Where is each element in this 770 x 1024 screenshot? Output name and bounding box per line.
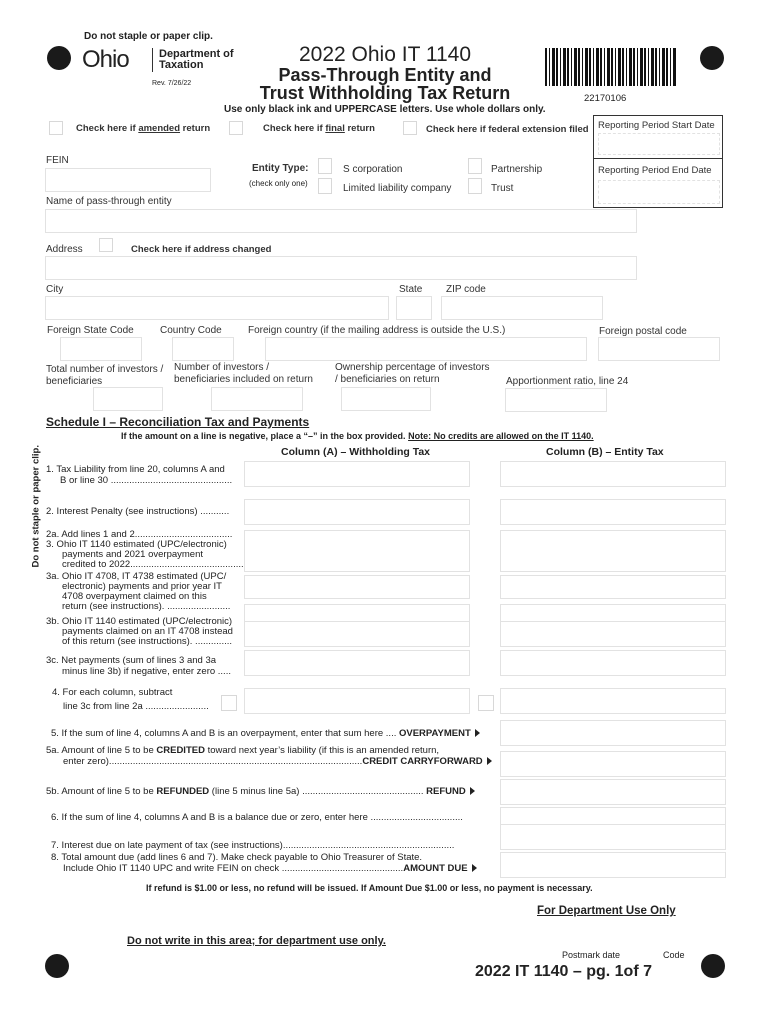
line-3-label: 3. Ohio IT 1140 estimated (UPC/electronic) payments and 2021 overpayment credited to 2022........................................... <box>46 539 244 570</box>
line-3a-label: 3a. Ohio IT 4708, IT 4738 estimated (UPC/ electronic) payments and prior year IT 4708 overpayment claimed on this return (see instructions). ........................ <box>46 571 231 612</box>
ownership-input[interactable] <box>341 387 431 411</box>
foreign-country-label: Foreign country (if the mailing address is outside the U.S.) <box>248 325 506 336</box>
total-investors-label: Total number of investors / beneficiaries <box>46 364 164 387</box>
line-5b-label: 5b. Amount of line 5 to be REFUNDED (line 5 minus line 5a) .............................................. REFUND <box>46 786 475 797</box>
line-2-col-a[interactable] <box>244 499 470 525</box>
period-end-label: Reporting Period End Date <box>598 165 712 176</box>
line-5a-label: 5a. Amount of line 5 to be CREDITED toward next year’s liability (if this is an amended return, enter zero)................................................................................................CREDIT CARRYFORWARD <box>46 745 492 767</box>
entity-name-label: Name of pass-through entity <box>46 196 172 207</box>
postmark-label: Postmark date <box>562 950 621 960</box>
total-investors-input[interactable] <box>93 387 163 411</box>
barcode <box>545 48 677 86</box>
city-label: City <box>46 284 64 295</box>
ohio-logo <box>82 46 129 74</box>
amended-label: Check here if amended return <box>76 123 211 134</box>
ownership-label: Ownership percentage of investors / beneficiaries on return <box>335 362 490 385</box>
country-code-label: Country Code <box>160 325 222 336</box>
line-5b-input[interactable] <box>500 779 726 805</box>
line-2-label: 2. Interest Penalty (see instructions) ........... <box>46 506 230 517</box>
line-3-col-b[interactable] <box>500 575 726 599</box>
period-end-input[interactable] <box>598 180 720 204</box>
line-2-col-b[interactable] <box>500 499 726 525</box>
period-divider <box>593 158 723 159</box>
line-6-label: 6. If the sum of line 4, columns A and B is a balance due or zero, enter here ................................... <box>51 812 463 823</box>
foreign-postal-label: Foreign postal code <box>599 326 687 337</box>
page-footer: 2022 IT 1140 – pg. 1of 7 <box>475 963 652 980</box>
line-3c-col-b[interactable] <box>500 650 726 676</box>
state-input[interactable] <box>396 296 432 320</box>
title-line2: Pass-Through Entity and <box>278 65 492 85</box>
s-corp-checkbox[interactable] <box>318 158 332 174</box>
llc-label: Limited liability company <box>343 183 452 194</box>
line-3c-col-a[interactable] <box>244 650 470 676</box>
foreign-postal-input[interactable] <box>598 337 720 361</box>
column-b-header: Column (B) – Entity Tax <box>546 446 664 458</box>
s-corp-label: S corporation <box>343 164 403 175</box>
staple-note: Do not staple or paper clip. <box>84 31 213 42</box>
line-4-col-b-negative[interactable] <box>478 695 494 711</box>
llc-checkbox[interactable] <box>318 178 332 194</box>
schedule-note: If the amount on a line is negative, place a “–” in the box provided. Note: No credits are allowed on the IT 1140. <box>121 431 594 441</box>
revision-date: Rev. 7/26/22 <box>152 80 192 87</box>
title-line1: 2022 Ohio IT 1140 <box>298 43 472 66</box>
amended-checkbox[interactable] <box>49 121 63 135</box>
entity-type-label: Entity Type: <box>252 163 309 174</box>
ink-instruction: Use only black ink and UPPERCASE letters. Use whole dollars only. <box>224 104 546 115</box>
form-code: 22170106 <box>584 93 627 104</box>
line-5a-input[interactable] <box>500 751 726 777</box>
check-one-label: (check only one) <box>249 179 308 188</box>
final-label: Check here if final return <box>263 123 375 134</box>
dept-use-heading: For Department Use Only <box>537 905 676 917</box>
title-line3: Trust Withholding Tax Return <box>259 83 511 103</box>
extension-label: Check here if federal extension filed <box>426 124 589 135</box>
period-start-label: Reporting Period Start Date <box>598 120 715 131</box>
address-input[interactable] <box>45 256 637 280</box>
num-investors-input[interactable] <box>211 387 303 411</box>
line-5-label: 5. If the sum of line 4, columns A and B is an overpayment, enter that sum here .... OVERPAYMENT <box>51 728 480 739</box>
form-title <box>240 44 530 103</box>
line-3b-label: 3b. Ohio IT 1140 estimated (UPC/electronic) payments claimed on an IT 4708 instead of this return (see instructions). .............. <box>46 616 233 647</box>
logo-text: Ohio <box>82 46 129 73</box>
registration-mark <box>701 954 725 978</box>
line-1-label: 1. Tax Liability from line 20, columns A and B or line 30 .............................................. <box>46 464 233 486</box>
zip-input[interactable] <box>441 296 603 320</box>
line-4-col-b[interactable] <box>500 688 726 714</box>
line-5-input[interactable] <box>500 720 726 746</box>
fein-input[interactable] <box>45 168 211 192</box>
logo-divider <box>152 48 153 72</box>
apportionment-input[interactable] <box>505 388 607 412</box>
country-code-input[interactable] <box>172 337 234 361</box>
city-input[interactable] <box>45 296 389 320</box>
dept-name <box>159 49 234 71</box>
side-staple-note: Do not staple or paper clip. <box>30 445 42 568</box>
no-write-note: Do not write in this area; for department use only. <box>127 935 386 947</box>
line-2a-col-b[interactable] <box>500 530 726 572</box>
line-8-label: 8. Total amount due (add lines 6 and 7). Make check payable to Ohio Treasurer of State. Include Ohio IT 1140 UPC and write FEIN on check ..............................................AMOUNT DUE <box>51 852 477 874</box>
line-4-col-a[interactable] <box>244 688 470 714</box>
address-changed-label: Check here if address changed <box>131 244 272 255</box>
registration-mark <box>47 46 71 70</box>
line-2a-col-a[interactable] <box>244 530 470 572</box>
line-3c-label: 3c. Net payments (sum of lines 3 and 3a minus line 3b) if negative, enter zero ..... <box>46 655 231 677</box>
fein-label: FEIN <box>46 155 69 166</box>
line-3b-col-b[interactable] <box>500 621 726 647</box>
partnership-label: Partnership <box>491 164 543 175</box>
state-label: State <box>399 284 423 295</box>
line-8-input[interactable] <box>500 852 726 878</box>
final-checkbox[interactable] <box>229 121 243 135</box>
registration-mark <box>45 954 69 978</box>
trust-label: Trust <box>491 183 514 194</box>
line-2a-label: 2a. Add lines 1 and 2..................................... <box>46 529 233 540</box>
registration-mark <box>700 46 724 70</box>
foreign-country-input[interactable] <box>265 337 587 361</box>
code-label: Code <box>663 950 685 960</box>
column-a-header: Column (A) – Withholding Tax <box>281 446 431 458</box>
refund-note: If refund is $1.00 or less, no refund will be issued. If Amount Due $1.00 or less, no payment is necessary. <box>146 883 593 893</box>
line-1-col-b[interactable] <box>500 461 726 487</box>
zip-label: ZIP code <box>446 284 486 295</box>
foreign-state-label: Foreign State Code <box>47 325 134 336</box>
line-1-col-a[interactable] <box>244 461 470 487</box>
line-3-col-a[interactable] <box>244 575 470 599</box>
schedule-title: Schedule I – Reconciliation Tax and Payments <box>46 415 310 429</box>
line-4-col-a-negative[interactable] <box>221 695 237 711</box>
line-7-label: 7. Interest due on late payment of tax (see instructions)................................................................. <box>51 840 455 851</box>
trust-checkbox[interactable] <box>468 178 482 194</box>
partnership-checkbox[interactable] <box>468 158 482 174</box>
extension-checkbox[interactable] <box>403 121 417 135</box>
period-start-input[interactable] <box>598 133 720 155</box>
dept-line2: Taxation <box>159 59 204 71</box>
entity-name-input[interactable] <box>45 209 637 233</box>
foreign-state-input[interactable] <box>60 337 142 361</box>
line-3b-col-a[interactable] <box>244 621 470 647</box>
num-investors-label: Number of investors / beneficiaries included on return <box>174 362 313 385</box>
line-4-label: 4. For each column, subtract line 3c from line 2a ........................ <box>52 687 209 712</box>
address-label: Address <box>46 244 83 255</box>
address-changed-checkbox[interactable] <box>99 238 113 252</box>
dept-line1: Department of <box>159 48 234 60</box>
line-7-input[interactable] <box>500 824 726 850</box>
apportionment-label: Apportionment ratio, line 24 <box>506 376 629 387</box>
